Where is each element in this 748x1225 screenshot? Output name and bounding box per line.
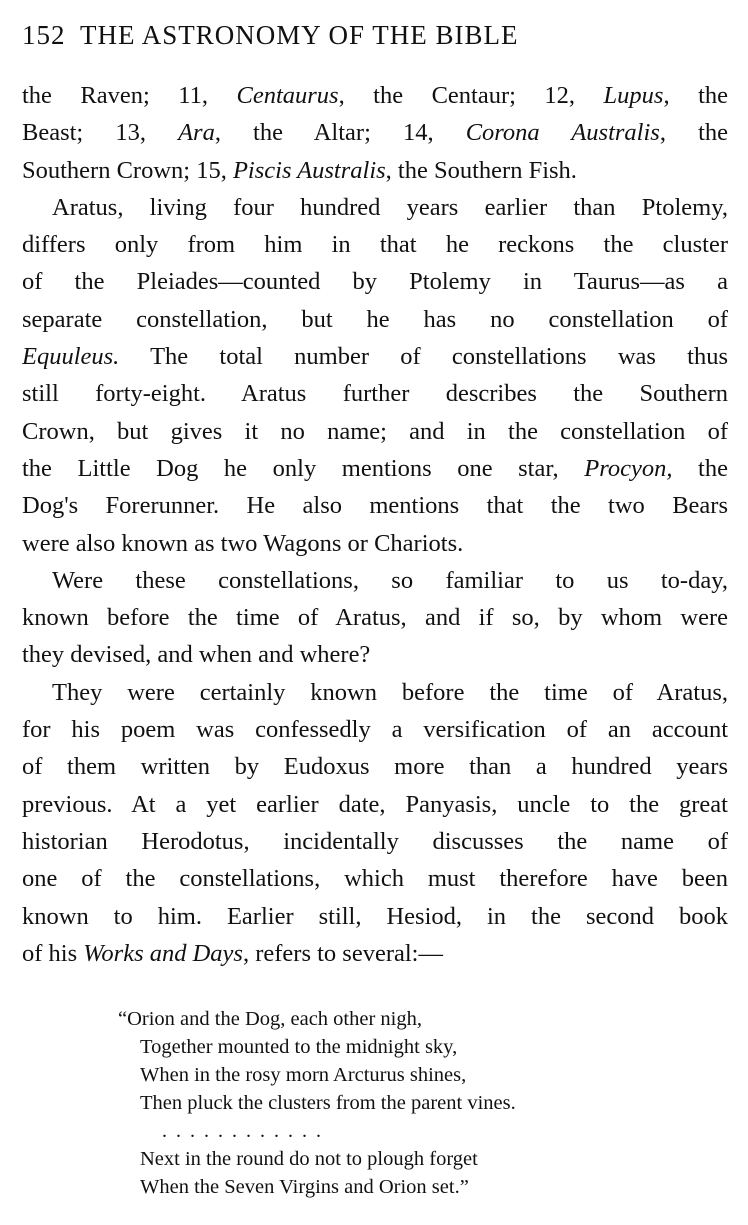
text-line xyxy=(22,599,728,636)
text-line xyxy=(22,226,728,263)
text-line xyxy=(22,935,728,972)
text-segment: The total number of constellations was thus xyxy=(119,343,728,371)
text-line xyxy=(22,711,728,748)
text-segment: Crown, but gives it no name; and in the constellation of xyxy=(22,417,728,445)
verse-line: Together mounted to the midnight sky, xyxy=(140,1036,458,1058)
verse-line: When the Seven Virgins and Orion set.” xyxy=(140,1176,469,1198)
text-line xyxy=(22,263,728,300)
text-line xyxy=(22,562,728,599)
text-line xyxy=(22,114,728,151)
text-line xyxy=(22,898,728,935)
verse-line: Next in the round do not to plough forget xyxy=(140,1148,478,1170)
italic-term: Centaurus xyxy=(236,82,339,109)
text-line xyxy=(22,674,728,711)
text-segment: still forty-eight. Aratus further describes the Southern xyxy=(22,380,728,408)
text-line xyxy=(22,823,728,860)
text-segment: , refers to several:— xyxy=(242,939,443,967)
text-segment: , the xyxy=(659,119,728,147)
text-line xyxy=(22,77,728,114)
verse-quotation xyxy=(118,1005,638,1201)
text-segment: Beast; 13, xyxy=(22,119,179,147)
running-header xyxy=(22,18,728,52)
text-line xyxy=(22,189,728,226)
text-segment: of the Pleiades—counted by Ptolemy in Taurus—as a xyxy=(22,268,728,296)
text-segment: historian Herodotus, incidentally discusses the name of xyxy=(22,827,728,855)
running-title: THE ASTRONOMY OF THE BIBLE xyxy=(80,20,519,50)
text-segment: of his xyxy=(22,939,84,967)
text-segment: they devised, and when and where? xyxy=(22,641,371,669)
text-segment: known to him. Earlier still, Hesiod, in the second book xyxy=(22,902,728,930)
text-segment: , the Centaur; 12, xyxy=(338,82,604,109)
text-segment: known before the time of Aratus, and if so, by whom were xyxy=(22,604,728,632)
verse-line: Then pluck the clusters from the parent vines. xyxy=(140,1092,516,1114)
italic-term: Procyon, xyxy=(584,454,673,482)
text-line xyxy=(22,338,728,375)
text-segment: Southern Crown; 15, xyxy=(22,156,233,184)
italic-term: Equuleus. xyxy=(22,343,120,371)
text-line xyxy=(22,301,728,338)
text-segment: , the Southern Fish. xyxy=(385,156,577,184)
text-segment: , the Altar; 14, xyxy=(214,119,466,147)
text-segment: separate constellation, but he has no constellation of xyxy=(22,305,728,333)
text-segment: , the xyxy=(663,82,728,109)
text-line xyxy=(22,748,728,785)
text-segment: Aratus, living four hundred years earlier than Ptolemy, xyxy=(52,193,728,221)
body-text xyxy=(22,77,728,972)
verse-line: “Orion and the Dog, each other nigh, xyxy=(118,1008,422,1030)
text-segment: They were certainly known before the time of Aratus, xyxy=(52,678,728,706)
italic-term: Lupus xyxy=(603,82,664,109)
text-segment: for his poem was confessedly a versification of an account xyxy=(22,716,728,744)
text-line xyxy=(22,375,728,412)
italic-term: Ara xyxy=(178,119,215,147)
text-line xyxy=(22,413,728,450)
verse-ellipsis: . . . . . . . . . . . . xyxy=(162,1120,323,1142)
text-segment: one of the constellations, which must therefore have been xyxy=(22,865,728,893)
text-segment: differs only from him in that he reckons the cluster xyxy=(22,231,728,259)
text-segment: the Raven; 11, xyxy=(22,82,237,109)
text-line xyxy=(22,860,728,897)
text-line xyxy=(22,525,728,562)
italic-term: Piscis Australis xyxy=(232,156,386,184)
text-segment: Were these constellations, so familiar to us to-day, xyxy=(52,566,728,594)
text-segment: Dog's Forerunner. He also mentions that the two Bears xyxy=(22,492,728,520)
verse-line: When in the rosy morn Arcturus shines, xyxy=(140,1064,467,1086)
text-line xyxy=(22,152,728,189)
text-segment: the Little Dog he only mentions one star, xyxy=(22,454,585,482)
text-segment: the xyxy=(672,454,728,482)
text-line xyxy=(22,636,728,673)
page-number: 152 xyxy=(22,20,66,50)
text-line xyxy=(22,487,728,524)
text-segment: were also known as two Wagons or Chariots. xyxy=(22,529,464,557)
text-segment: of them written by Eudoxus more than a hundred years xyxy=(22,753,728,781)
text-line xyxy=(22,786,728,823)
text-line xyxy=(22,450,728,487)
italic-term: Works and Days xyxy=(83,939,243,967)
text-segment: previous. At a yet earlier date, Panyasis, uncle to the great xyxy=(22,790,728,818)
italic-term: Corona Australis xyxy=(465,119,660,147)
